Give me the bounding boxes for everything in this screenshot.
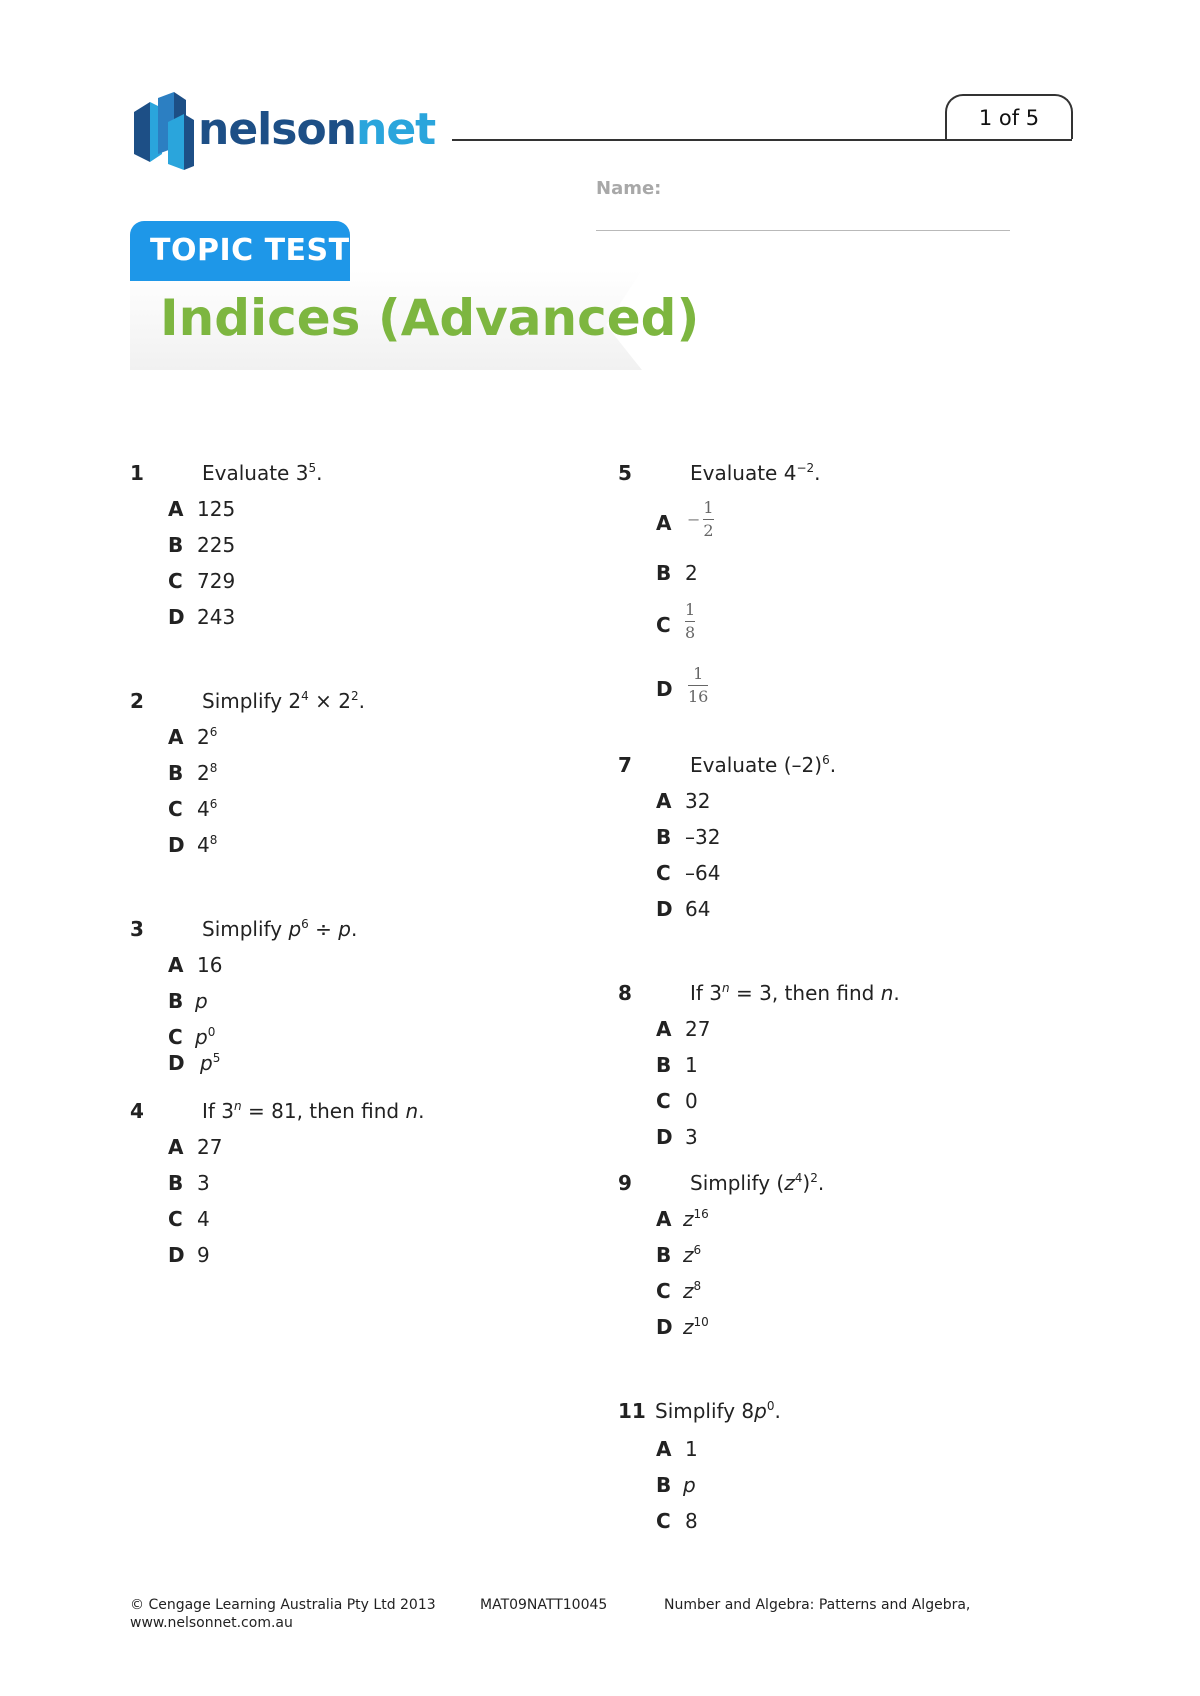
q7-option-c[interactable]: –64 — [685, 861, 721, 885]
question-4-text: If $3^n = 81$, then find n. — [202, 1099, 425, 1123]
q1-option-b-letter: B — [168, 533, 184, 557]
q5-option-d-letter: D — [656, 677, 673, 701]
q11-option-a[interactable]: 1 — [685, 1437, 698, 1461]
q2-option-c[interactable]: $4^6$ — [197, 797, 218, 821]
q3-option-b-letter: B — [168, 989, 184, 1013]
q3-option-a-letter: A — [168, 953, 184, 977]
q11-option-c[interactable]: 8 — [685, 1509, 698, 1533]
q5-option-a[interactable] — [687, 498, 714, 541]
q3-option-a[interactable]: 16 — [197, 953, 223, 977]
q3-option-c[interactable]: $p^0$ — [195, 1025, 216, 1049]
q1-option-c[interactable]: 729 — [197, 569, 236, 593]
q8-option-d-letter: D — [656, 1125, 673, 1149]
q8-option-a-letter: A — [656, 1017, 672, 1041]
nelsonnet-logo-mark-icon — [128, 92, 198, 172]
q11-option-c-letter: C — [656, 1509, 671, 1533]
q7-option-a-letter: A — [656, 789, 672, 813]
q5-option-d[interactable] — [688, 664, 708, 707]
q8-option-d[interactable]: 3 — [685, 1125, 698, 1149]
q3-option-d-letter: D — [168, 1051, 185, 1075]
question-3-text: Simplify $p^6 \div p$. — [202, 917, 358, 941]
q9-option-b[interactable]: $z^6$ — [683, 1243, 702, 1267]
q3-option-b[interactable]: p — [195, 989, 208, 1013]
name-field-line[interactable] — [596, 230, 1010, 231]
q5-option-a-fraction: $\frac{1}{2}$ — [703, 498, 714, 540]
q4-option-c-letter: C — [168, 1207, 183, 1231]
q11-option-a-letter: A — [656, 1437, 672, 1461]
q2-option-d-letter: D — [168, 833, 185, 857]
q2-option-b[interactable]: $2^8$ — [197, 761, 218, 785]
q2-option-c-letter: C — [168, 797, 183, 821]
q5-option-b[interactable]: 2 — [685, 561, 698, 585]
q1-option-d-letter: D — [168, 605, 185, 629]
q11-option-b[interactable]: p — [683, 1473, 696, 1497]
question-9-number: 9 — [618, 1171, 632, 1195]
q1-option-b[interactable]: 225 — [197, 533, 236, 557]
q9-option-c-letter: C — [656, 1279, 671, 1303]
q4-option-a[interactable]: 27 — [197, 1135, 223, 1159]
question-8-number: 8 — [618, 981, 632, 1005]
question-5-text: Evaluate $4^{-2}$. — [690, 461, 821, 485]
logo-word-net: net — [356, 104, 436, 155]
q2-option-b-letter: B — [168, 761, 184, 785]
q4-option-a-letter: A — [168, 1135, 184, 1159]
q7-option-a[interactable]: 32 — [685, 789, 711, 813]
question-1-text: Evaluate $3^5$. — [202, 461, 323, 485]
topic-test-badge: TOPIC TEST — [130, 221, 350, 281]
question-2-number: 2 — [130, 689, 144, 713]
q1-option-c-letter: C — [168, 569, 183, 593]
footer-copyright: © Cengage Learning Australia Pty Ltd 2013 — [130, 1597, 436, 1613]
q9-option-a[interactable]: $z^{16}$ — [683, 1207, 709, 1231]
q5-option-c-letter: C — [656, 613, 671, 637]
logo-wordmark — [198, 100, 435, 160]
q8-option-b-letter: B — [656, 1053, 672, 1077]
q3-option-c-letter: C — [168, 1025, 183, 1049]
q8-option-b[interactable]: 1 — [685, 1053, 698, 1077]
q2-option-d[interactable]: $4^8$ — [197, 833, 218, 857]
page-title: Indices (Advanced) — [160, 289, 700, 347]
q8-option-c[interactable]: 0 — [685, 1089, 698, 1113]
q7-option-b-letter: B — [656, 825, 672, 849]
page-indicator: 1 of 5 — [945, 94, 1073, 139]
q7-option-b[interactable]: –32 — [685, 825, 721, 849]
logo-word-nelson: nelson — [198, 104, 356, 155]
q1-option-a-letter: A — [168, 497, 184, 521]
question-7-number: 7 — [618, 753, 632, 777]
q4-option-d-letter: D — [168, 1243, 185, 1267]
q4-option-d[interactable]: 9 — [197, 1243, 210, 1267]
q11-option-b-letter: B — [656, 1473, 672, 1497]
q3-option-d[interactable]: $p^5$ — [200, 1051, 221, 1075]
q8-option-a[interactable]: 27 — [685, 1017, 711, 1041]
nelsonnet-logo — [128, 92, 458, 172]
q4-option-b-letter: B — [168, 1171, 184, 1195]
q5-option-d-fraction: $\frac{1}{16}$ — [688, 664, 709, 706]
q7-option-d-letter: D — [656, 897, 673, 921]
q5-option-a-letter: A — [656, 511, 672, 535]
footer-website-link[interactable]: www.nelsonnet.com.au — [130, 1615, 293, 1631]
q9-option-c[interactable]: $z^8$ — [683, 1279, 702, 1303]
footer-code: MAT09NATT10045 — [480, 1597, 608, 1613]
question-4-number: 4 — [130, 1099, 144, 1123]
q9-option-d[interactable]: $z^{10}$ — [683, 1315, 709, 1339]
question-1-number: 1 — [130, 461, 144, 485]
question-3-number: 3 — [130, 917, 144, 941]
question-8-text: If $3^n = 3$, then find n. — [690, 981, 900, 1005]
footer-strand: Number and Algebra: Patterns and Algebra, — [664, 1597, 971, 1613]
q4-option-b[interactable]: 3 — [197, 1171, 210, 1195]
question-9-text: Simplify $(z^4)^2$. — [690, 1171, 825, 1195]
q7-option-c-letter: C — [656, 861, 671, 885]
q5-option-c[interactable] — [685, 600, 695, 643]
q2-option-a-letter: A — [168, 725, 184, 749]
q7-option-d[interactable]: 64 — [685, 897, 711, 921]
question-11-text: Simplify $8p^0$. — [655, 1399, 781, 1423]
q9-option-a-letter: A — [656, 1207, 672, 1231]
q5-option-a-sign: − — [687, 510, 701, 529]
q2-option-a[interactable]: $2^6$ — [197, 725, 218, 749]
q1-option-a[interactable]: 125 — [197, 497, 236, 521]
q5-option-c-fraction: $\frac{1}{8}$ — [685, 600, 696, 642]
question-5-number: 5 — [618, 461, 632, 485]
name-label: Name: — [596, 178, 662, 199]
question-2-text: Simplify $2^4 \times 2^2$. — [202, 689, 365, 713]
q4-option-c[interactable]: 4 — [197, 1207, 210, 1231]
q5-option-b-letter: B — [656, 561, 672, 585]
q8-option-c-letter: C — [656, 1089, 671, 1113]
q9-option-b-letter: B — [656, 1243, 672, 1267]
q1-option-d[interactable]: 243 — [197, 605, 236, 629]
question-7-text: Evaluate $(-2)^6$. — [690, 753, 837, 777]
question-11-number: 11 — [618, 1399, 646, 1423]
q9-option-d-letter: D — [656, 1315, 673, 1339]
